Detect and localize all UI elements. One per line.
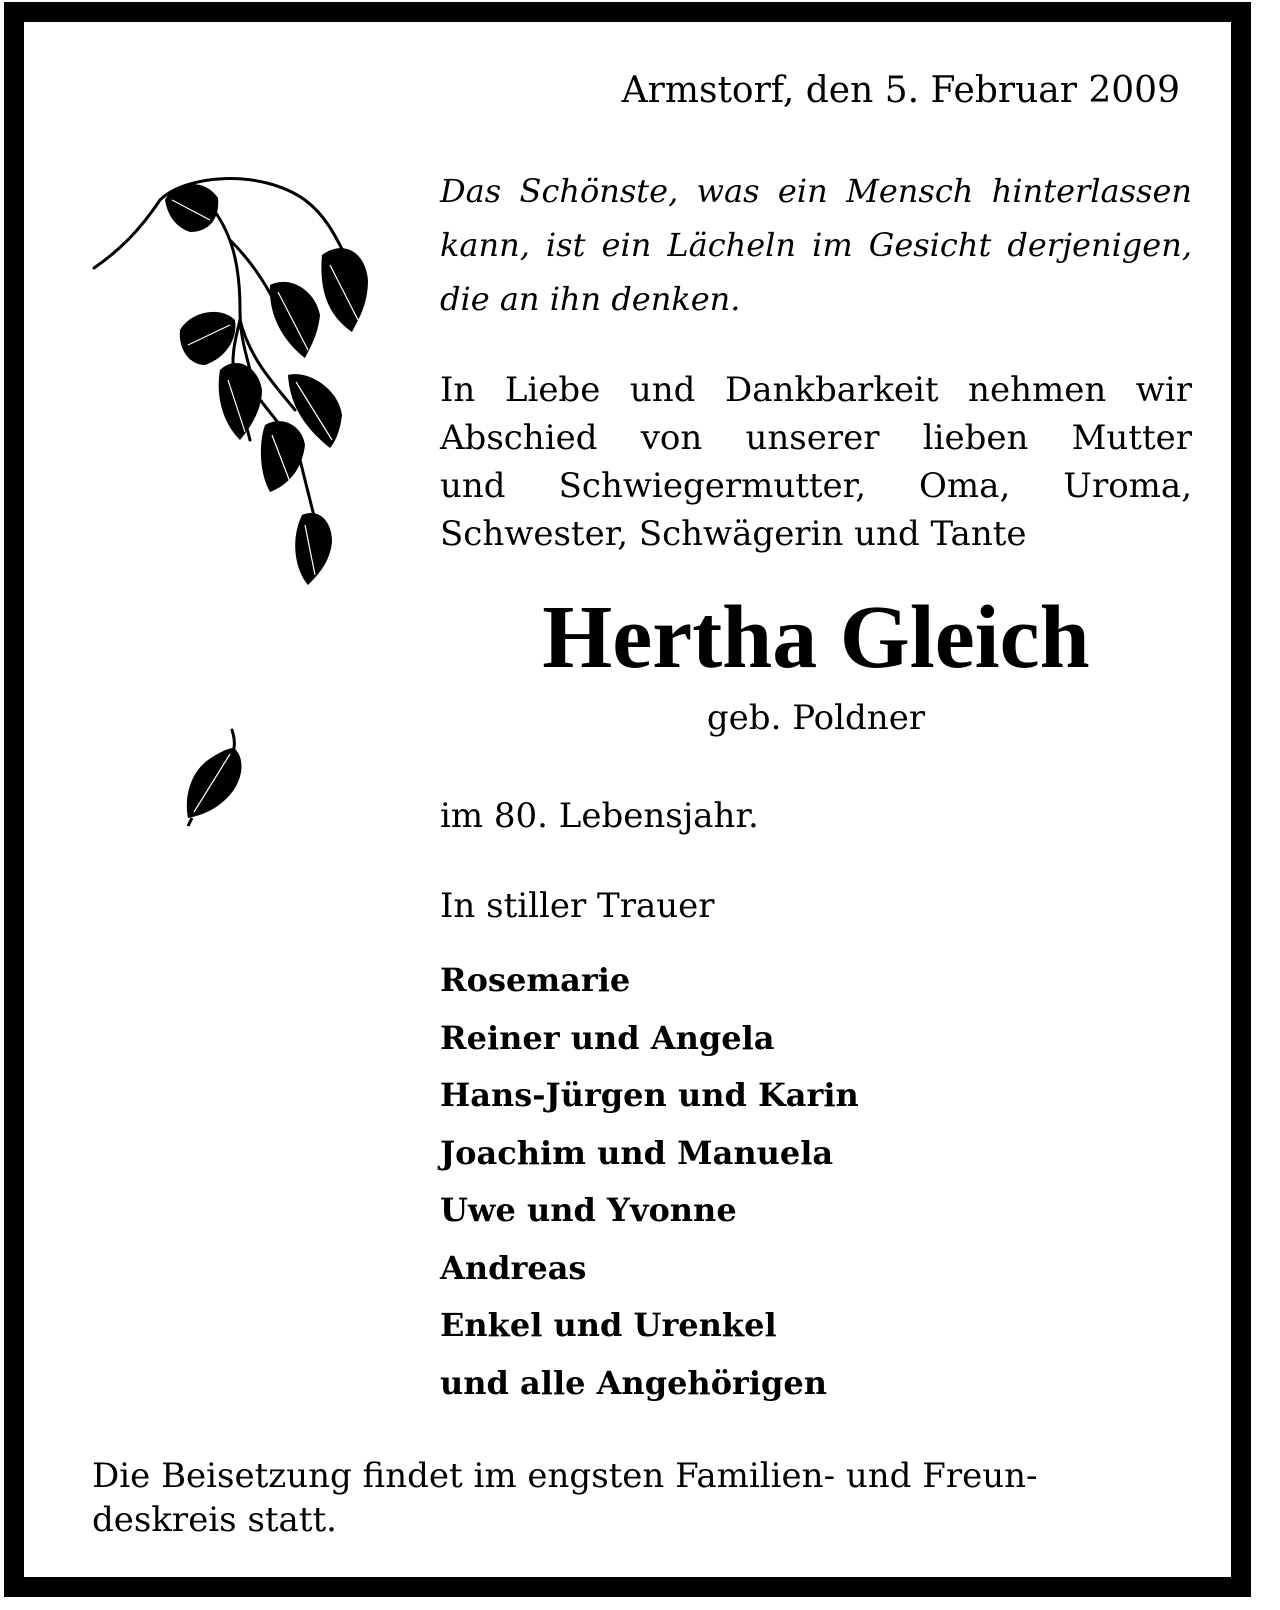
farewell-line: Abschied von unserer lieben Mutter — [440, 418, 1192, 458]
mourner-item: Joachim und Manuela — [440, 1133, 834, 1172]
mourner-item: Andreas — [440, 1248, 587, 1287]
mourners-list — [440, 952, 859, 1412]
mourner-item: und alle Angehörigen — [440, 1363, 828, 1402]
quote-line: kann, ist ein Lächeln im Gesicht derjenigen, — [440, 226, 1192, 264]
burial-line: Die Beisetzung findet im engsten Familien- und Freun- — [92, 1456, 1038, 1496]
burial-notice — [92, 1454, 1192, 1542]
mourner-item: Rosemarie — [440, 961, 631, 999]
mourner-item: Enkel und Urenkel — [440, 1306, 777, 1344]
mourning-text: In stiller Trauer — [440, 886, 715, 926]
quote-line: Das Schönste, was ein Mensch hinterlassen — [440, 172, 1192, 210]
burial-line: deskreis statt. — [92, 1500, 337, 1540]
memorial-quote — [440, 164, 1192, 326]
place-date: Armstorf, den 5. Februar 2009 — [621, 70, 1180, 111]
farewell-text — [440, 366, 1192, 558]
mourner-item: Reiner und Angela — [440, 1018, 775, 1057]
farewell-line: In Liebe und Dankbarkeit nehmen wir — [440, 370, 1192, 410]
mourner-item: Uwe und Yvonne — [440, 1191, 737, 1229]
quote-line: die an ihn denken. — [440, 280, 741, 318]
age-text: im 80. Lebensjahr. — [440, 796, 759, 836]
farewell-line: und Schwiegermutter, Oma, Uroma, — [440, 466, 1192, 506]
mourner-item: Hans-Jürgen und Karin — [440, 1076, 859, 1114]
leafy-branch-icon — [90, 170, 390, 604]
deceased-name: Hertha Gleich — [542, 588, 1090, 687]
farewell-line: Schwester, Schwägerin und Tante — [440, 514, 1027, 554]
maiden-name: geb. Poldner — [706, 698, 926, 738]
falling-leaf-icon — [180, 728, 250, 832]
